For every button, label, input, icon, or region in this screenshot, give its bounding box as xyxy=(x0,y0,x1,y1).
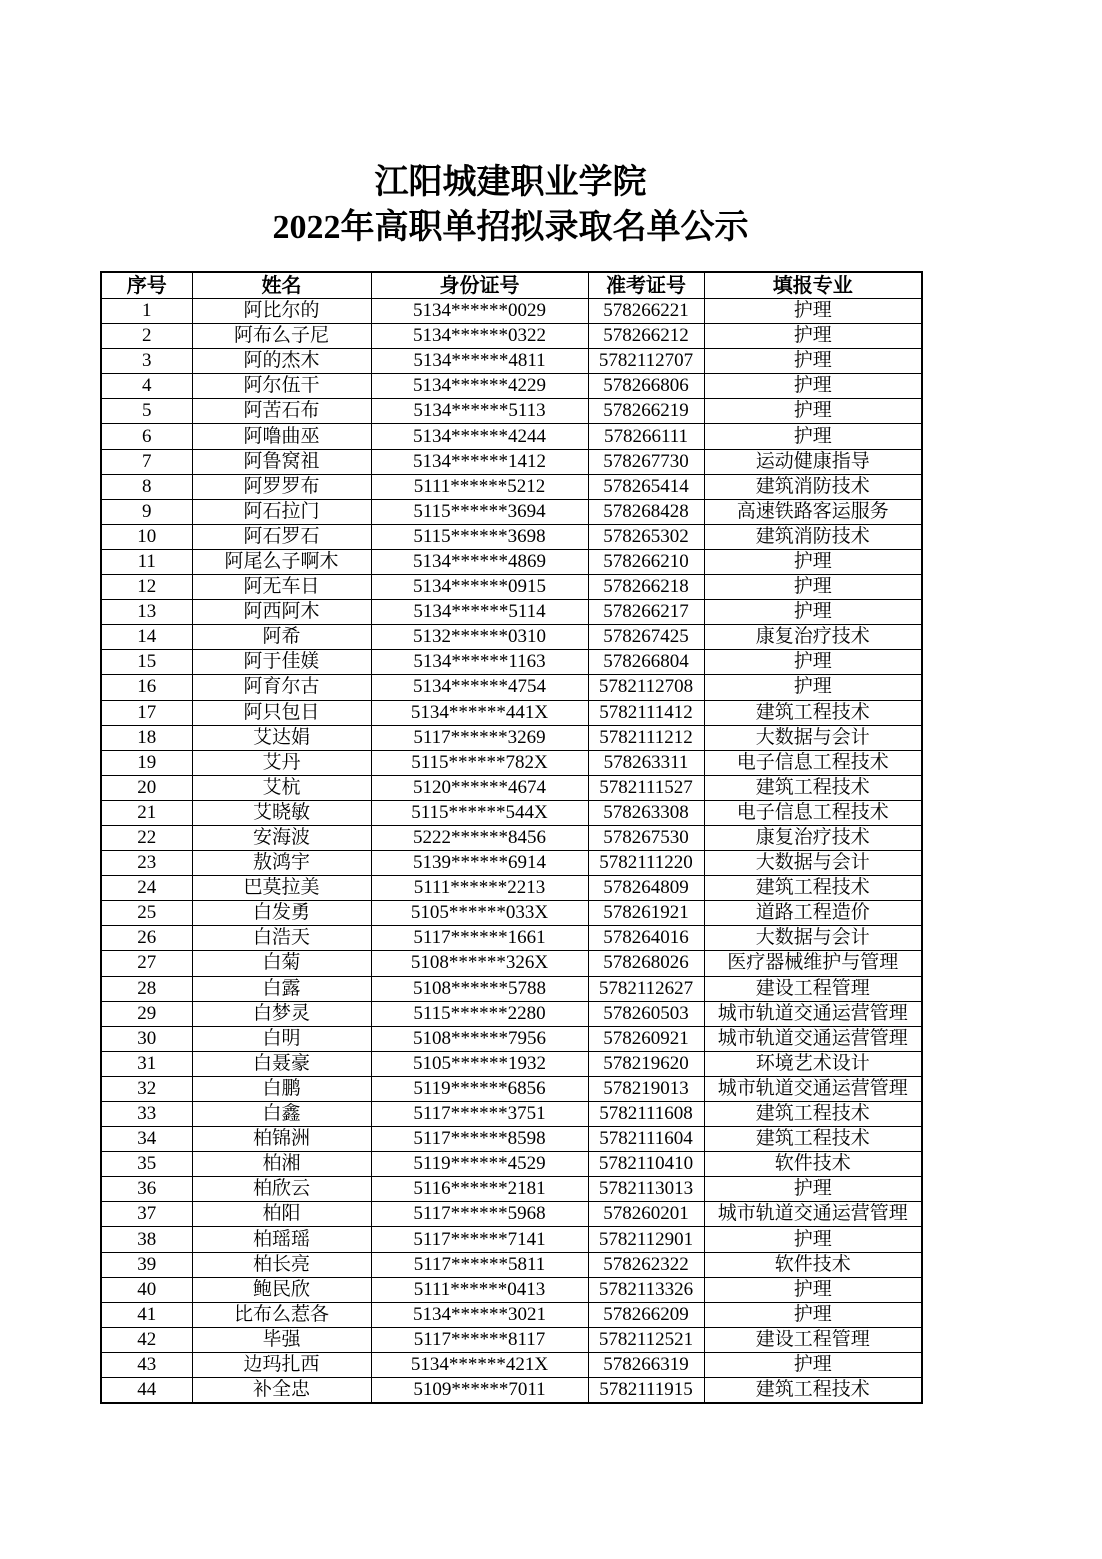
cell-name: 阿苦石布 xyxy=(192,399,371,424)
cell-serial-number: 40 xyxy=(101,1277,192,1302)
cell-id-number: 5111******5212 xyxy=(371,474,588,499)
cell-serial-number: 11 xyxy=(101,549,192,574)
cell-id-number: 5105******1932 xyxy=(371,1051,588,1076)
cell-serial-number: 13 xyxy=(101,600,192,625)
cell-serial-number: 20 xyxy=(101,775,192,800)
cell-serial-number: 18 xyxy=(101,725,192,750)
header-name: 姓名 xyxy=(192,272,371,299)
cell-name: 阿希 xyxy=(192,625,371,650)
cell-major: 康复治疗技术 xyxy=(704,625,922,650)
page-subtitle: 2022年高职单招拟录取名单公示 xyxy=(272,209,749,246)
cell-name: 艾达娟 xyxy=(192,725,371,750)
cell-exam-number: 578266806 xyxy=(588,374,704,399)
cell-exam-number: 578265414 xyxy=(588,474,704,499)
cell-serial-number: 15 xyxy=(101,650,192,675)
cell-id-number: 5134******4811 xyxy=(371,349,588,374)
cell-serial-number: 27 xyxy=(101,951,192,976)
page-title: 江阳城建职业学院 xyxy=(374,164,647,201)
cell-serial-number: 25 xyxy=(101,901,192,926)
cell-exam-number: 578263308 xyxy=(588,800,704,825)
cell-name: 柏瑶瑶 xyxy=(192,1227,371,1252)
cell-name: 阿石拉门 xyxy=(192,499,371,524)
cell-exam-number: 5782111212 xyxy=(588,725,704,750)
cell-exam-number: 578260503 xyxy=(588,1001,704,1026)
cell-name: 补全忠 xyxy=(192,1378,371,1404)
cell-exam-number: 578219620 xyxy=(588,1051,704,1076)
table-row xyxy=(101,901,922,926)
cell-name: 阿布么子尼 xyxy=(192,324,371,349)
cell-major: 运动健康指导 xyxy=(704,449,922,474)
cell-name: 白明 xyxy=(192,1026,371,1051)
cell-serial-number: 21 xyxy=(101,800,192,825)
cell-major: 电子信息工程技术 xyxy=(704,750,922,775)
cell-major: 护理 xyxy=(704,575,922,600)
cell-serial-number: 17 xyxy=(101,700,192,725)
cell-major: 建筑消防技术 xyxy=(704,474,922,499)
table-row xyxy=(101,474,922,499)
table-row xyxy=(101,1277,922,1302)
cell-id-number: 5108******326X xyxy=(371,951,588,976)
cell-exam-number: 578266210 xyxy=(588,549,704,574)
cell-serial-number: 36 xyxy=(101,1177,192,1202)
cell-exam-number: 578268026 xyxy=(588,951,704,976)
cell-exam-number: 578266218 xyxy=(588,575,704,600)
table-row xyxy=(101,600,922,625)
cell-id-number: 5119******4529 xyxy=(371,1152,588,1177)
cell-exam-number: 578264809 xyxy=(588,876,704,901)
cell-id-number: 5115******2280 xyxy=(371,1001,588,1026)
cell-name: 白浩天 xyxy=(192,926,371,951)
cell-name: 阿石罗石 xyxy=(192,524,371,549)
cell-id-number: 5109******7011 xyxy=(371,1378,588,1404)
cell-major: 建筑工程技术 xyxy=(704,1378,922,1404)
cell-name: 毕强 xyxy=(192,1327,371,1352)
cell-major: 护理 xyxy=(704,1227,922,1252)
cell-major: 建筑工程技术 xyxy=(704,700,922,725)
cell-id-number: 5132******0310 xyxy=(371,625,588,650)
cell-major: 护理 xyxy=(704,1177,922,1202)
cell-name: 阿无车日 xyxy=(192,575,371,600)
cell-major: 道路工程造价 xyxy=(704,901,922,926)
table-row xyxy=(101,650,922,675)
table-row xyxy=(101,625,922,650)
cell-name: 巴莫拉美 xyxy=(192,876,371,901)
cell-id-number: 5134******4244 xyxy=(371,424,588,449)
cell-id-number: 5108******5788 xyxy=(371,976,588,1001)
cell-serial-number: 22 xyxy=(101,825,192,850)
table-row xyxy=(101,1252,922,1277)
cell-major: 大数据与会计 xyxy=(704,926,922,951)
table-row xyxy=(101,1127,922,1152)
cell-serial-number: 35 xyxy=(101,1152,192,1177)
cell-major: 城市轨道交通运营管理 xyxy=(704,1202,922,1227)
cell-major: 城市轨道交通运营管理 xyxy=(704,1076,922,1101)
cell-exam-number: 578266804 xyxy=(588,650,704,675)
cell-id-number: 5134******1412 xyxy=(371,449,588,474)
cell-major: 护理 xyxy=(704,549,922,574)
table-row xyxy=(101,1378,922,1404)
cell-exam-number: 578266209 xyxy=(588,1302,704,1327)
cell-name: 白聂豪 xyxy=(192,1051,371,1076)
cell-name: 白发勇 xyxy=(192,901,371,926)
cell-id-number: 5117******3751 xyxy=(371,1102,588,1127)
cell-serial-number: 1 xyxy=(101,299,192,324)
table-header-row xyxy=(101,272,922,299)
cell-exam-number: 578262322 xyxy=(588,1252,704,1277)
cell-name: 阿罗罗布 xyxy=(192,474,371,499)
cell-major: 软件技术 xyxy=(704,1152,922,1177)
cell-exam-number: 578266217 xyxy=(588,600,704,625)
cell-serial-number: 38 xyxy=(101,1227,192,1252)
cell-exam-number: 578267530 xyxy=(588,825,704,850)
cell-id-number: 5134******0029 xyxy=(371,299,588,324)
header-major: 填报专业 xyxy=(704,272,922,299)
cell-name: 阿的杰木 xyxy=(192,349,371,374)
cell-name: 阿只包日 xyxy=(192,700,371,725)
table-row xyxy=(101,324,922,349)
cell-name: 柏锦洲 xyxy=(192,1127,371,1152)
cell-serial-number: 41 xyxy=(101,1302,192,1327)
cell-exam-number: 5782113013 xyxy=(588,1177,704,1202)
cell-major: 护理 xyxy=(704,299,922,324)
cell-name: 艾丹 xyxy=(192,750,371,775)
cell-name: 比布么惹各 xyxy=(192,1302,371,1327)
table-row xyxy=(101,825,922,850)
table-row xyxy=(101,725,922,750)
cell-major: 建筑工程技术 xyxy=(704,1102,922,1127)
table-row xyxy=(101,1177,922,1202)
cell-major: 高速铁路客运服务 xyxy=(704,499,922,524)
table-row xyxy=(101,1227,922,1252)
table-row xyxy=(101,1051,922,1076)
cell-name: 白菊 xyxy=(192,951,371,976)
table-row xyxy=(101,575,922,600)
table-row xyxy=(101,1102,922,1127)
table-body xyxy=(101,299,922,1404)
cell-serial-number: 37 xyxy=(101,1202,192,1227)
cell-serial-number: 3 xyxy=(101,349,192,374)
cell-major: 建筑工程技术 xyxy=(704,775,922,800)
cell-id-number: 5139******6914 xyxy=(371,851,588,876)
table-row xyxy=(101,349,922,374)
cell-serial-number: 14 xyxy=(101,625,192,650)
cell-name: 阿西阿木 xyxy=(192,600,371,625)
cell-id-number: 5134******1163 xyxy=(371,650,588,675)
cell-serial-number: 31 xyxy=(101,1051,192,1076)
cell-major: 护理 xyxy=(704,324,922,349)
table-row xyxy=(101,800,922,825)
table-row xyxy=(101,951,922,976)
cell-major: 康复治疗技术 xyxy=(704,825,922,850)
table-row xyxy=(101,675,922,700)
cell-name: 阿噜曲巫 xyxy=(192,424,371,449)
cell-exam-number: 5782112521 xyxy=(588,1327,704,1352)
cell-exam-number: 578260201 xyxy=(588,1202,704,1227)
cell-serial-number: 34 xyxy=(101,1127,192,1152)
cell-serial-number: 9 xyxy=(101,499,192,524)
cell-name: 敖鸿宇 xyxy=(192,851,371,876)
cell-id-number: 5134******0915 xyxy=(371,575,588,600)
cell-exam-number: 578266221 xyxy=(588,299,704,324)
cell-major: 护理 xyxy=(704,1277,922,1302)
cell-name: 艾晓敏 xyxy=(192,800,371,825)
table-row xyxy=(101,1026,922,1051)
cell-name: 柏长亮 xyxy=(192,1252,371,1277)
cell-exam-number: 5782113326 xyxy=(588,1277,704,1302)
cell-serial-number: 30 xyxy=(101,1026,192,1051)
cell-serial-number: 7 xyxy=(101,449,192,474)
table-row xyxy=(101,424,922,449)
cell-id-number: 5134******421X xyxy=(371,1352,588,1377)
cell-name: 白梦灵 xyxy=(192,1001,371,1026)
cell-id-number: 5115******3694 xyxy=(371,499,588,524)
cell-id-number: 5117******1661 xyxy=(371,926,588,951)
cell-serial-number: 4 xyxy=(101,374,192,399)
cell-serial-number: 23 xyxy=(101,851,192,876)
cell-id-number: 5134******5114 xyxy=(371,600,588,625)
cell-id-number: 5111******2213 xyxy=(371,876,588,901)
cell-major: 建设工程管理 xyxy=(704,1327,922,1352)
cell-name: 阿于佳媄 xyxy=(192,650,371,675)
cell-id-number: 5134******4229 xyxy=(371,374,588,399)
cell-id-number: 5117******8598 xyxy=(371,1127,588,1152)
cell-name: 白鑫 xyxy=(192,1102,371,1127)
cell-major: 护理 xyxy=(704,1352,922,1377)
cell-name: 阿尔伍干 xyxy=(192,374,371,399)
cell-id-number: 5134******441X xyxy=(371,700,588,725)
cell-major: 护理 xyxy=(704,349,922,374)
cell-major: 护理 xyxy=(704,650,922,675)
cell-exam-number: 578266111 xyxy=(588,424,704,449)
cell-serial-number: 44 xyxy=(101,1378,192,1404)
cell-serial-number: 39 xyxy=(101,1252,192,1277)
cell-serial-number: 5 xyxy=(101,399,192,424)
cell-id-number: 5115******782X xyxy=(371,750,588,775)
cell-major: 大数据与会计 xyxy=(704,725,922,750)
cell-id-number: 5117******5811 xyxy=(371,1252,588,1277)
cell-exam-number: 578267425 xyxy=(588,625,704,650)
cell-major: 大数据与会计 xyxy=(704,851,922,876)
cell-id-number: 5134******3021 xyxy=(371,1302,588,1327)
cell-exam-number: 5782112901 xyxy=(588,1227,704,1252)
header-id-number: 身份证号 xyxy=(371,272,588,299)
cell-exam-number: 578266319 xyxy=(588,1352,704,1377)
cell-exam-number: 578264016 xyxy=(588,926,704,951)
cell-exam-number: 578265302 xyxy=(588,524,704,549)
table-row xyxy=(101,399,922,424)
cell-major: 软件技术 xyxy=(704,1252,922,1277)
table-row xyxy=(101,876,922,901)
table-row xyxy=(101,1076,922,1101)
cell-exam-number: 5782110410 xyxy=(588,1152,704,1177)
table-row xyxy=(101,926,922,951)
header-exam-number: 准考证号 xyxy=(588,272,704,299)
cell-id-number: 5134******4754 xyxy=(371,675,588,700)
cell-major: 护理 xyxy=(704,675,922,700)
cell-major: 建筑工程技术 xyxy=(704,876,922,901)
cell-major: 护理 xyxy=(704,374,922,399)
cell-serial-number: 16 xyxy=(101,675,192,700)
cell-name: 柏阳 xyxy=(192,1202,371,1227)
cell-id-number: 5108******7956 xyxy=(371,1026,588,1051)
cell-exam-number: 5782111608 xyxy=(588,1102,704,1127)
table-row xyxy=(101,374,922,399)
table-row xyxy=(101,851,922,876)
table-row xyxy=(101,524,922,549)
cell-exam-number: 578219013 xyxy=(588,1076,704,1101)
cell-id-number: 5134******4869 xyxy=(371,549,588,574)
cell-name: 阿育尔古 xyxy=(192,675,371,700)
cell-serial-number: 24 xyxy=(101,876,192,901)
cell-serial-number: 32 xyxy=(101,1076,192,1101)
cell-exam-number: 578263311 xyxy=(588,750,704,775)
cell-id-number: 5222******8456 xyxy=(371,825,588,850)
cell-name: 柏湘 xyxy=(192,1152,371,1177)
cell-major: 建设工程管理 xyxy=(704,976,922,1001)
cell-serial-number: 8 xyxy=(101,474,192,499)
cell-name: 安海波 xyxy=(192,825,371,850)
cell-major: 护理 xyxy=(704,399,922,424)
cell-serial-number: 28 xyxy=(101,976,192,1001)
cell-serial-number: 10 xyxy=(101,524,192,549)
cell-id-number: 5117******8117 xyxy=(371,1327,588,1352)
cell-exam-number: 5782111412 xyxy=(588,700,704,725)
cell-exam-number: 578267730 xyxy=(588,449,704,474)
cell-exam-number: 5782111604 xyxy=(588,1127,704,1152)
table-row xyxy=(101,1327,922,1352)
table-row xyxy=(101,449,922,474)
table-row xyxy=(101,549,922,574)
cell-name: 白鹏 xyxy=(192,1076,371,1101)
cell-serial-number: 42 xyxy=(101,1327,192,1352)
table-row xyxy=(101,976,922,1001)
cell-serial-number: 12 xyxy=(101,575,192,600)
cell-name: 白露 xyxy=(192,976,371,1001)
cell-serial-number: 2 xyxy=(101,324,192,349)
table-row xyxy=(101,1202,922,1227)
header-serial-number: 序号 xyxy=(101,272,192,299)
cell-id-number: 5134******0322 xyxy=(371,324,588,349)
cell-exam-number: 5782112707 xyxy=(588,349,704,374)
table-row xyxy=(101,1152,922,1177)
cell-name: 柏欣云 xyxy=(192,1177,371,1202)
cell-id-number: 5111******0413 xyxy=(371,1277,588,1302)
cell-serial-number: 6 xyxy=(101,424,192,449)
cell-exam-number: 5782111915 xyxy=(588,1378,704,1404)
cell-id-number: 5105******033X xyxy=(371,901,588,926)
cell-id-number: 5117******5968 xyxy=(371,1202,588,1227)
cell-name: 艾杭 xyxy=(192,775,371,800)
cell-exam-number: 5782112708 xyxy=(588,675,704,700)
cell-name: 阿鲁窝祖 xyxy=(192,449,371,474)
cell-name: 阿比尔的 xyxy=(192,299,371,324)
cell-exam-number: 578268428 xyxy=(588,499,704,524)
cell-id-number: 5117******3269 xyxy=(371,725,588,750)
table-row xyxy=(101,299,922,324)
cell-major: 医疗器械维护与管理 xyxy=(704,951,922,976)
cell-id-number: 5119******6856 xyxy=(371,1076,588,1101)
cell-major: 建筑工程技术 xyxy=(704,1127,922,1152)
cell-major: 城市轨道交通运营管理 xyxy=(704,1026,922,1051)
cell-major: 护理 xyxy=(704,600,922,625)
cell-id-number: 5116******2181 xyxy=(371,1177,588,1202)
table-row xyxy=(101,1001,922,1026)
cell-serial-number: 26 xyxy=(101,926,192,951)
cell-major: 护理 xyxy=(704,1302,922,1327)
cell-id-number: 5115******544X xyxy=(371,800,588,825)
cell-name: 鲍民欣 xyxy=(192,1277,371,1302)
cell-id-number: 5134******5113 xyxy=(371,399,588,424)
cell-major: 护理 xyxy=(704,424,922,449)
cell-exam-number: 578266212 xyxy=(588,324,704,349)
admission-list-table xyxy=(100,271,923,1404)
cell-major: 电子信息工程技术 xyxy=(704,800,922,825)
cell-exam-number: 5782111220 xyxy=(588,851,704,876)
cell-name: 边玛扎西 xyxy=(192,1352,371,1377)
cell-name: 阿尾么子啊木 xyxy=(192,549,371,574)
cell-id-number: 5117******7141 xyxy=(371,1227,588,1252)
cell-exam-number: 578261921 xyxy=(588,901,704,926)
table-row xyxy=(101,499,922,524)
cell-id-number: 5115******3698 xyxy=(371,524,588,549)
cell-major: 建筑消防技术 xyxy=(704,524,922,549)
cell-exam-number: 578266219 xyxy=(588,399,704,424)
cell-major: 城市轨道交通运营管理 xyxy=(704,1001,922,1026)
cell-serial-number: 29 xyxy=(101,1001,192,1026)
table-row xyxy=(101,700,922,725)
table-row xyxy=(101,1352,922,1377)
table-row xyxy=(101,1302,922,1327)
cell-serial-number: 19 xyxy=(101,750,192,775)
table-row xyxy=(101,775,922,800)
cell-major: 环境艺术设计 xyxy=(704,1051,922,1076)
cell-exam-number: 5782112627 xyxy=(588,976,704,1001)
table-row xyxy=(101,750,922,775)
cell-serial-number: 33 xyxy=(101,1102,192,1127)
cell-serial-number: 43 xyxy=(101,1352,192,1377)
cell-exam-number: 578260921 xyxy=(588,1026,704,1051)
cell-id-number: 5120******4674 xyxy=(371,775,588,800)
cell-exam-number: 5782111527 xyxy=(588,775,704,800)
